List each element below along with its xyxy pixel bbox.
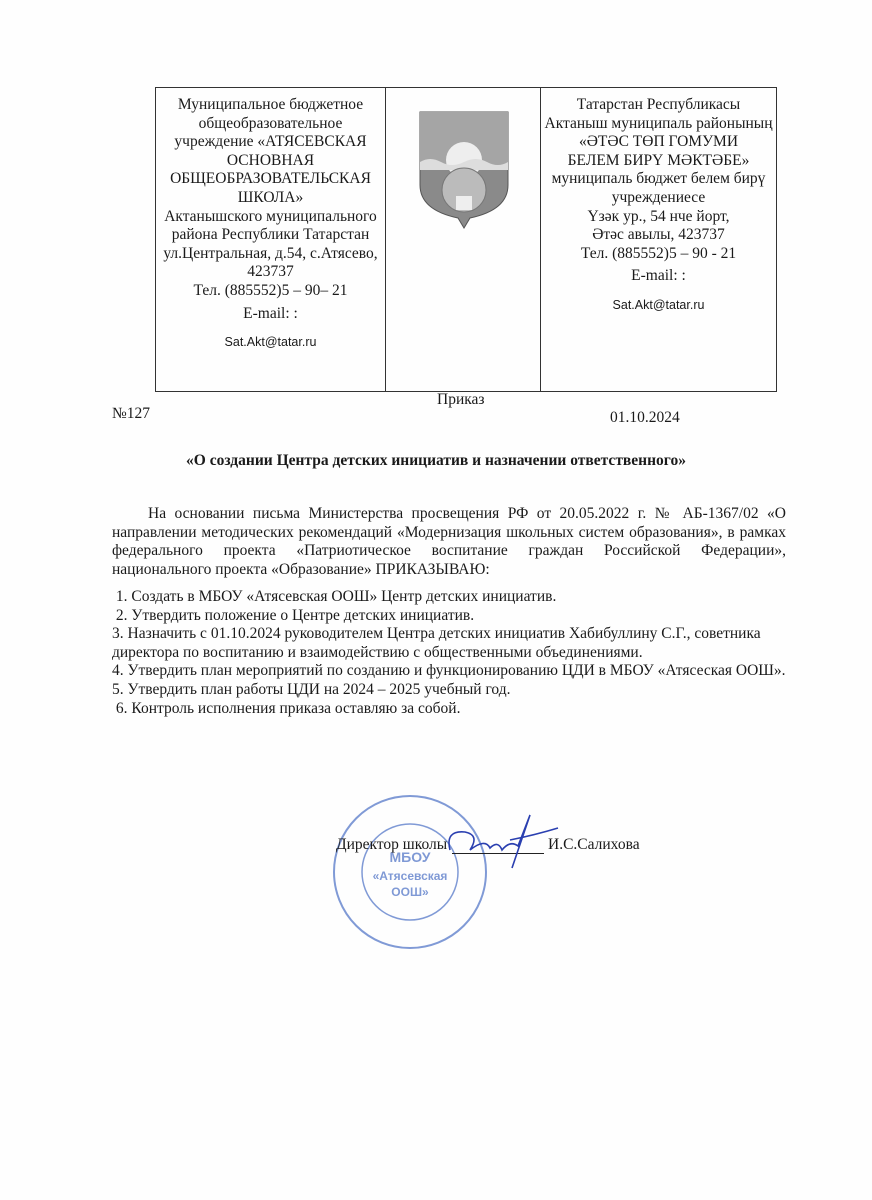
text-line: Актанышского муниципального: [164, 207, 377, 225]
letterhead-emblem-cell: [386, 88, 541, 391]
signatory-name: И.С.Салихова: [548, 836, 640, 853]
order-title: «О создании Центра детских инициатив и назначении ответственного»: [186, 452, 686, 469]
text-line: Актаныш муниципаль районының: [544, 114, 773, 132]
email-label: E-mail: :: [631, 267, 686, 285]
order-item: 6. Контроль исполнения приказа оставляю за собой.: [112, 699, 461, 717]
order-preamble: На основании письма Министерства просвещения РФ от 20.05.2022 г. № АБ-1367/02 «О направлении методических рекомендаций «Модернизация школьных систем образования», в рамках федерального проекта «Патриотическое воспитание граждан Российской Федерации», национального проекта «Образование» ПРИКАЗЫВАЮ:: [112, 505, 786, 578]
letterhead-tatar: [541, 88, 776, 391]
text-line: района Республики Татарстан: [171, 226, 370, 244]
email-link[interactable]: Sat.Akt@tatar.ru: [224, 335, 317, 350]
text-line: Үзәк ур., 54 нче йорт,: [587, 207, 730, 225]
text-line: Тел. (885552)5 – 90– 21: [193, 281, 348, 299]
text-line: БЕЛЕМ БИРҮ МӘКТӘБЕ»: [567, 151, 750, 169]
svg-text:ООШ»: ООШ»: [391, 885, 429, 899]
text-line: учреждениесе: [611, 188, 706, 206]
email-link[interactable]: Sat.Akt@tatar.ru: [612, 297, 705, 312]
text-line: 423737: [247, 263, 294, 281]
text-line: учреждение «АТЯСЕВСКАЯ: [174, 133, 367, 151]
handwritten-signature: [440, 810, 560, 870]
text-line: «ӘТӘС ТӨП ГОМУМИ: [578, 133, 739, 151]
svg-text:МБОУ: МБОУ: [389, 849, 431, 865]
order-item: 5. Утвердить план работы ЦДИ на 2024 – 2025 учебный год.: [112, 680, 511, 698]
order-item: 4. Утвердить план мероприятий по созданию и функционированию ЦДИ в МБОУ «Атясеская ООШ».: [112, 662, 786, 680]
email-label: E-mail: :: [243, 304, 298, 322]
order-items: [112, 588, 792, 718]
letterhead-russian: [156, 88, 386, 391]
text-line: общеобразовательное: [198, 114, 343, 132]
text-line: ул.Центральная, д.54, с.Атясево,: [163, 244, 378, 262]
text-line: муниципаль бюджет белем бирү: [551, 170, 766, 188]
order-heading: Приказ: [437, 391, 485, 408]
order-item: 2. Утвердить положение о Центре детских инициатив.: [112, 606, 475, 624]
text-line: Тел. (885552)5 – 90 - 21: [580, 244, 737, 262]
text-line: ОСНОВНАЯ: [226, 151, 315, 169]
text-line: Муниципальное бюджетное: [177, 96, 364, 113]
order-item: 3. Назначить с 01.10.2024 руководителем Центра детских инициатив Хабибуллину С.Г., советника директора по воспитанию и взаимодействию с общественными объединениями.: [112, 625, 765, 661]
letterhead-left-lines: [156, 96, 385, 301]
signatory-position: Директор школы: [336, 836, 448, 853]
text-line: ОБЩЕОБРАЗОВАТЕЛЬСКАЯ: [170, 170, 371, 188]
order-number: №127: [112, 405, 151, 422]
order-item: 1. Создать в МБОУ «Атясевская ООШ» Центр детских инициатив.: [112, 588, 557, 605]
coat-of-arms-icon: [418, 110, 510, 230]
letterhead-right-lines: [541, 96, 776, 263]
text-line: ШКОЛА»: [237, 188, 304, 206]
text-line: Татарстан Республикасы: [576, 96, 741, 113]
text-line: Әтәс авылы, 423737: [592, 226, 725, 244]
letterhead-table: [155, 87, 777, 392]
order-date: 01.10.2024: [610, 409, 680, 426]
svg-text:«Атясевская: «Атясевская: [372, 869, 448, 883]
